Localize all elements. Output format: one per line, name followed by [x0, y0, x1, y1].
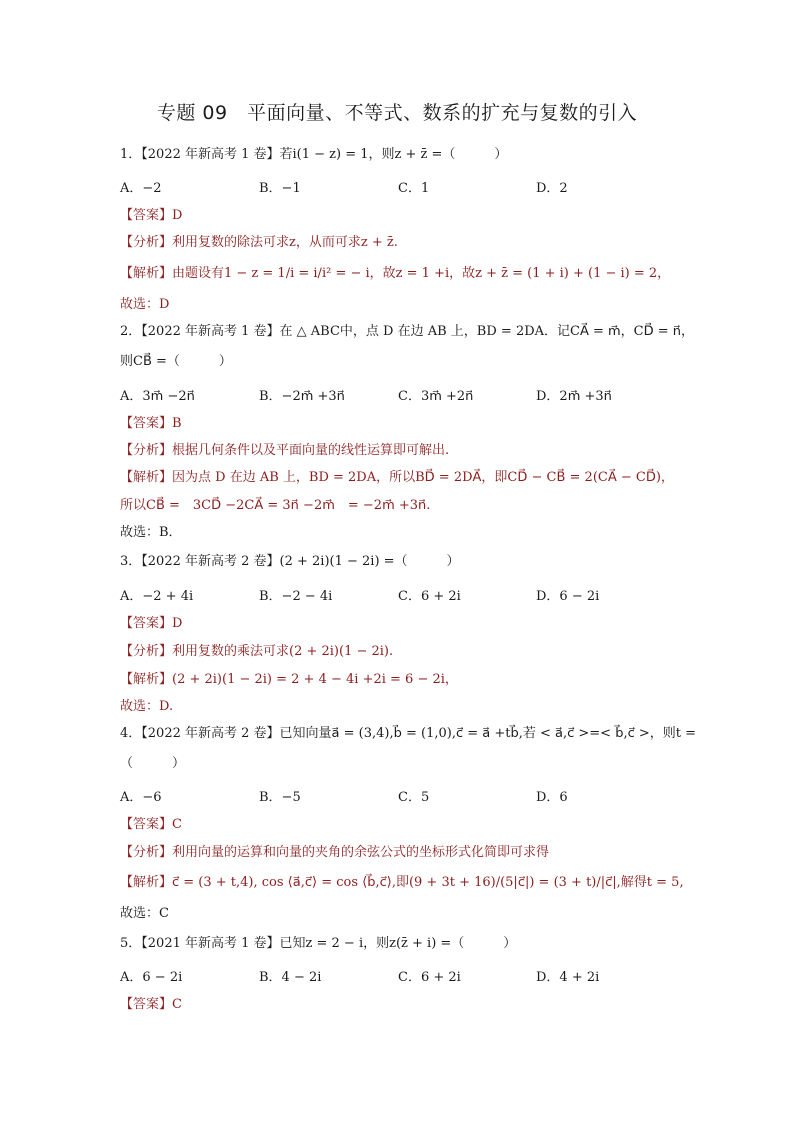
question-2-answer: 【答案】B — [120, 416, 182, 431]
question-2-conclusion: 故选：B． — [120, 525, 182, 540]
option-d: D．6 — [536, 790, 568, 805]
question-3-stem: 3．【2022 年新高考 2 卷】(2 + 2i)(1 − 2i) =（ ） — [120, 554, 460, 569]
question-1-answer: 【答案】D — [120, 208, 183, 223]
question-5-answer: 【答案】C — [120, 997, 182, 1012]
option-c: C．3m⃗ +2n⃗ — [398, 389, 474, 404]
question-3-solution: 【解析】(2 + 2i)(1 − 2i) = 2 + 4 − 4i +2i = 6 − 2i， — [120, 672, 458, 687]
option-a: A．3m⃗ −2n⃗ — [120, 389, 195, 404]
option-d: D．2 — [536, 181, 568, 196]
question-4-solution: 【解析】c⃗ = (3 + t,4), cos ⟨a⃗,c⃗⟩ = cos ⟨b⃗,c⃗⟩,即(9 + 3t + 16)/(5|c⃗|) = (3 + t)/|c⃗|,解得t = 5, — [120, 875, 684, 890]
page-title: 专题 09 平面向量、不等式、数系的扩充与复数的引入 — [156, 102, 638, 124]
question-4-answer: 【答案】C — [120, 817, 182, 832]
option-d: D．4 + 2i — [536, 970, 600, 985]
question-1-conclusion: 故选：D — [120, 297, 170, 312]
question-2-stem: 2．【2022 年新高考 1 卷】在 △ ABC中，点 D 在边 AB 上，BD = 2DA．记CA⃗ = m⃗，CD⃗ = n⃗， — [120, 324, 695, 339]
option-b: B．−1 — [259, 181, 301, 196]
question-4-stem-cont: （ ） — [120, 756, 186, 771]
question-1-solution: 【解析】由题设有1 − z = 1/i = i/i² = − i，故z = 1 +i，故z + z̄ = (1 + i) + (1 − i) = 2， — [120, 266, 671, 281]
question-4-conclusion: 故选：C — [120, 906, 169, 921]
option-c: C．6 + 2i — [398, 589, 461, 604]
question-2-solution-2: 所以CB⃗ = 3CD⃗ −2CA⃗ = 3n⃗ −2m⃗ = −2m⃗ +3n⃗. — [120, 498, 431, 513]
question-2-analysis: 【分析】根据几何条件以及平面向量的线性运算即可解出. — [120, 443, 450, 458]
question-4-stem: 4．【2022 年新高考 2 卷】已知向量a⃗ = (3,4),b⃗ = (1,0),c⃗ = a⃗ +tb⃗,若 < a⃗,c⃗ >=< b⃗,c⃗ >，则t = — [120, 726, 697, 741]
question-2-solution-1: 【解析】因为点 D 在边 AB 上，BD = 2DA，所以BD⃗ = 2DA⃗，即CD⃗ − CB⃗ = 2(CA⃗ − CD⃗)， — [120, 470, 674, 485]
option-b: B．−2m⃗ +3n⃗ — [259, 389, 345, 404]
question-3-answer: 【答案】D — [120, 616, 183, 631]
question-3-analysis: 【分析】利用复数的乘法可求(2 + 2i)(1 − 2i). — [120, 644, 394, 659]
option-b: B．4 − 2i — [259, 970, 322, 985]
option-a: A．6 − 2i — [120, 970, 183, 985]
option-d: D．6 − 2i — [536, 589, 600, 604]
question-5-stem: 5．【2021 年新高考 1 卷】已知z = 2 − i，则z(z̄ + i) =（ ） — [120, 936, 517, 951]
option-a: A．−2 — [120, 181, 162, 196]
option-d: D．2m⃗ +3n⃗ — [536, 389, 612, 404]
question-1-analysis: 【分析】利用复数的除法可求z，从而可求z + z̄. — [120, 235, 398, 250]
option-a: A．−2 + 4i — [120, 589, 194, 604]
option-c: C．1 — [398, 181, 430, 196]
option-c: C．6 + 2i — [398, 970, 461, 985]
option-a: A．−6 — [120, 790, 162, 805]
question-4-analysis: 【分析】利用向量的运算和向量的夹角的余弦公式的坐标形式化简即可求得 — [120, 845, 550, 860]
question-1-stem: 1．【2022 年新高考 1 卷】若i(1 − z) = 1，则z + z̄ =（ ） — [120, 147, 508, 162]
question-3-conclusion: 故选：D. — [120, 699, 174, 714]
option-b: B．−2 − 4i — [259, 589, 333, 604]
question-2-stem-cont: 则CB⃗ =（ ） — [120, 354, 232, 369]
option-b: B．−5 — [259, 790, 301, 805]
option-c: C．5 — [398, 790, 430, 805]
